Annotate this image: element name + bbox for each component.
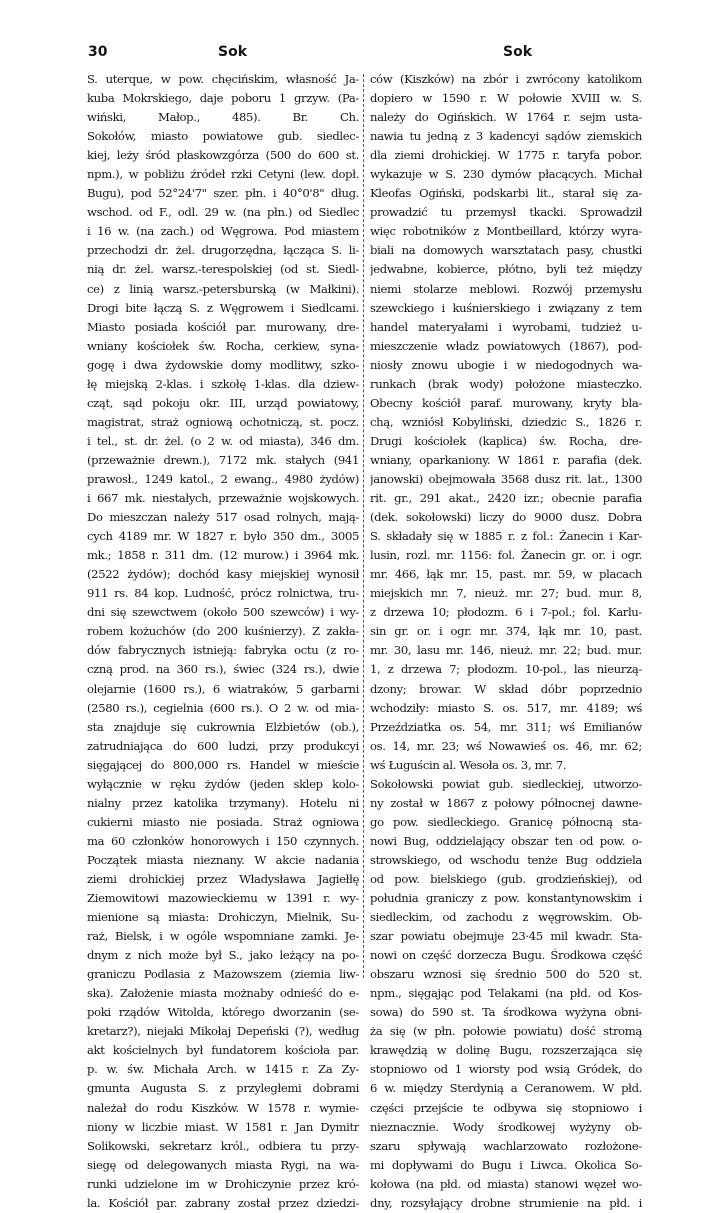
text-line: niemi stolarze meblowi. Rozwój przemysłu <box>370 281 642 296</box>
right-running-title: Sok <box>503 44 533 60</box>
text-line: należał do rodu Kiszków. W 1578 r. wymie- <box>87 1100 359 1115</box>
text-line: S. składały się w 1885 r. z fol.: Żanecin i Kar- <box>370 529 642 544</box>
text-line: kołowa (na płd. od miasta) stanowi węzeł wo- <box>370 1176 642 1191</box>
text-line: os. 14, mr. 23; wś Nowawieś os. 46, mr. 62; <box>370 738 642 753</box>
text-line: go pow. siedleckiego. Granicę północną sta- <box>370 814 642 829</box>
text-line: siegę od delegowanych miasta Rygi, na wa- <box>87 1157 359 1172</box>
text-line: wchodziły: miasto S. os. 517, mr. 4189; wś <box>370 700 642 715</box>
text-line: runkach (brak wody) położone miasteczko. <box>370 376 642 391</box>
text-line: szaru spływają wachlarzowato rozłożone- <box>370 1138 642 1153</box>
text-line: mk.; 1858 r. 311 dm. (12 murow.) i 3964 mk. <box>87 548 359 563</box>
text-line: dnym z nich może był S., jako leżący na po- <box>87 948 359 963</box>
text-line: nią dr. żel. warsz.-terespolskiej (od st. Siedl- <box>87 262 359 277</box>
text-line: p. w. św. Michała Arch. w 1415 r. Za Zy- <box>87 1062 359 1077</box>
text-line: nieznacznie. Wody środkowej wyżyny ob- <box>370 1119 642 1134</box>
text-line: ny został w 1867 z połowy północnej dawne- <box>370 795 642 810</box>
right-text-column <box>370 70 642 1213</box>
text-line: nawia tu jedną z 3 kadencyi sądów ziemskich <box>370 129 642 144</box>
text-line: kiej, leży śród płaskowzgórza (500 do 600 st. <box>87 148 359 163</box>
text-line: gogę i dwa żydowskie domy modlitwy, szko- <box>87 357 359 372</box>
text-line: nowi on część dorzecza Bugu. Środkowa część <box>370 948 642 963</box>
text-line: wyłącznie w ręku żydów (jeden sklep kolo- <box>87 776 359 791</box>
text-line: od pow. bielskiego (gub. grodzieńskiej), od <box>370 871 642 886</box>
text-line: Sokołowski powiat gub. siedleckiej, utworzo- <box>370 776 642 791</box>
running-header <box>88 44 648 66</box>
text-line: ma 60 członków honorowych i 150 czynnych. <box>87 833 359 848</box>
text-line: S. uterque, w pow. chęcińskim, własność Ja- <box>87 72 359 86</box>
text-line: wschod. od F., odl. 29 w. (na płn.) od Siedlec <box>87 205 359 220</box>
text-line: wś Ługuścin al. Wesoła os. 3, mr. 7. <box>370 757 567 772</box>
text-line: runki udzielone im w Drohiczynie przez kró- <box>87 1176 359 1191</box>
left-running-title: Sok <box>218 44 248 60</box>
text-line: prowadzić tu przemysł tkacki. Sprowadził <box>370 205 642 220</box>
page-number: 30 <box>88 44 108 60</box>
text-line: wiński, Małop., 485). Br. Ch. <box>87 110 359 125</box>
text-line: poki rządów Witolda, którego dworzanin (se- <box>87 1005 359 1020</box>
text-line: npm., sięgając pod Telakami (na płd. od Kos- <box>370 986 642 1001</box>
text-line: obszaru wznosi się średnio 500 do 520 st. <box>370 967 642 982</box>
text-line: dla ziemi drohickiej. W 1775 r. taryfa pobor. <box>370 148 642 163</box>
text-line: części przejście te odbywa się stopniowo i <box>370 1100 642 1115</box>
text-line: raż, Bielsk, i w ogóle wspomniane zamki. Je- <box>87 929 359 944</box>
text-line: 6 w. między Sterdynią a Ceranowem. W płd. <box>370 1081 642 1096</box>
text-line: Solikowski, sekretarz król., odbiera tu przy- <box>87 1138 359 1153</box>
text-line: biali na domowych warsztatach pasy, chustki <box>370 243 642 258</box>
text-line: ża się (w płn. połowie powiatu) dość stromą <box>370 1024 642 1039</box>
text-line: dów fabrycznych istnieją: fabryka octu (z ro- <box>87 643 359 658</box>
text-line: magistrat, straż ogniową ochotniczą, st. pocz. <box>87 414 359 429</box>
text-line: zatrudniająca do 600 ludzi, przy produkcyi <box>87 738 359 753</box>
text-line: (przeważnie drewn.), 7172 mk. stałych (941 <box>87 452 359 467</box>
column-divider <box>363 74 364 978</box>
text-line: południa graniczy z pow. konstantynowskim i <box>370 891 642 906</box>
text-line: kretarz?), niejaki Mikołaj Depeński (?), według <box>87 1024 359 1039</box>
text-line: czną prod. na 360 rs.), świec (324 rs.), dwie <box>87 662 359 677</box>
text-line: sin gr. or. i ogr. mr. 374, łąk mr. 10, past. <box>370 624 642 639</box>
text-line: (2580 rs.), cegielnia (600 rs.). O 2 w. od mia- <box>87 700 359 715</box>
text-line: krawędzią w dolinę Bugu, rozszerzająca się <box>370 1043 642 1058</box>
text-line: ziemi drohickiej przez Władysława Jagiełłę <box>87 871 359 886</box>
text-line: i 16 w. (na zach.) od Węgrowa. Pod miastem <box>87 224 359 239</box>
text-line: la. Kościół par. zabrany został przez dziedzi- <box>87 1195 359 1210</box>
text-line: niony w liczbie miast. W 1581 r. Jan Dymitr <box>87 1119 359 1134</box>
text-line: Sokołów, miasto powiatowe gub. siedlec- <box>87 129 359 144</box>
text-line: Przeździatka os. 54, mr. 311; wś Emilianów <box>370 719 642 734</box>
text-line: kuba Mokrskiego, daje poboru 1 grzyw. (Pa- <box>87 91 359 106</box>
text-line: Drugi kościołek (kaplica) św. Rocha, dre- <box>370 433 642 448</box>
left-text-column <box>87 70 359 1213</box>
text-line: mr. 30, lasu mr. 146, nieuż. mr. 22; bud. mur. <box>370 643 642 658</box>
text-line: ców (Kiszków) na zbór i zwrócony katolikom <box>370 72 642 86</box>
text-line: dzony; browar. W skład dóbr poprzednio <box>370 681 642 696</box>
text-line: i 667 mk. niestałych, przeważnie wojskowych. <box>87 491 359 506</box>
text-line: miejskich mr. 7, nieuż. mr. 27; bud. mur. 8, <box>370 586 642 601</box>
text-line: łę miejską 2-klas. i szkołę 1-klas. dla dziew- <box>87 376 359 391</box>
text-line: prawosł., 1249 katol., 2 ewang., 4980 żydów) <box>87 471 359 486</box>
text-line: handel materyałami i wyrobami, tudzież u- <box>370 319 642 334</box>
text-line: Do mieszczan należy 517 osad rolnych, mają- <box>87 510 359 525</box>
text-line: z drzewa 10; płodozm. 6 i 7-pol.; fol. Karlu- <box>370 605 642 620</box>
text-line: (dek. sokołowski) liczy do 9000 dusz. Dobra <box>370 510 642 525</box>
text-line: (2522 żydów); dochód kasy miejskiej wynosił <box>87 567 359 582</box>
text-line: Kleofas Ogiński, podskarbi lit., starał się za- <box>370 186 642 201</box>
text-line: więc robotników z Montbeillard, którzy wyra- <box>370 224 642 239</box>
text-line: 911 rs. 84 kop. Ludność, prócz rolnictwa, tru- <box>87 586 359 601</box>
text-line: Drogi bite łączą S. z Węgrowem i Siedlcami. <box>87 300 359 315</box>
text-line: mienione są miasta: Drohiczyn, Mielnik, Su- <box>87 910 359 925</box>
text-line: gmunta Augusta S. z przyległemi dobrami <box>87 1081 359 1096</box>
text-line: mi dopływami do Bugu i Liwca. Okolica So- <box>370 1157 642 1172</box>
text-line: cząt, sąd pokoju okr. III, urząd powiatowy, <box>87 395 359 410</box>
text-line: stopniowo od 1 wiorsty pod wsią Gródek, do <box>370 1062 642 1077</box>
text-line: Miasto posiada kościół par. murowany, dre- <box>87 319 359 334</box>
text-line: olejarnie (1600 rs.), 6 wiatraków, 5 garbarni <box>87 681 359 696</box>
text-line: Początek miasta nieznany. W akcie nadania <box>87 852 359 867</box>
text-line: i tel., st. dr. żel. (o 2 w. od miasta), 346 dm. <box>87 433 359 448</box>
text-line: niosły znowu ubogie i w niedogodnych wa- <box>370 357 642 372</box>
text-line: strowskiego, od wschodu tenże Bug oddziela <box>370 852 642 867</box>
text-line: należy do Ogińskich. W 1764 r. sejm usta- <box>370 110 642 125</box>
text-line: nialny przez katolika trzymany). Hotelu ni <box>87 795 359 810</box>
text-line: mr. 466, łąk mr. 15, past. mr. 59, w placach <box>370 567 642 582</box>
text-line: dopiero w 1590 r. W połowie XVIII w. S. <box>370 91 642 106</box>
text-line: dny, rozsyłający drobne strumienie na płd. i <box>370 1195 642 1210</box>
text-line: cych 4189 mr. W 1827 r. było 350 dm., 3005 <box>87 529 359 544</box>
text-line: lusin, rozl. mr. 1156: fol. Żanecin gr. or. i ogr. <box>370 548 642 563</box>
text-line: sta znajduje się cukrownia Elżbietów (ob.), <box>87 719 359 734</box>
text-line: siedleckim, od zachodu z węgrowskim. Ob- <box>370 910 642 925</box>
text-line: janowski) obejmowała 3568 dusz rit. lat., 1300 <box>370 471 642 486</box>
text-line: jedwabne, kobierce, płótno, byli też między <box>370 262 642 277</box>
text-line: chą, wzniósł Kobyliński, dziedzic S., 1826 r. <box>370 414 642 429</box>
text-line: npm.), w pobliżu źródeł rzki Cetyni (lew. dopł. <box>87 167 359 182</box>
text-line: Ziemowitowi mazowieckiemu w 1391 r. wy- <box>87 891 359 906</box>
text-line: nowi Bug, oddzielający obszar ten od pow. o- <box>370 833 642 848</box>
text-line: mieszczenie władz powiatowych (1867), pod- <box>370 338 642 353</box>
text-line: przechodzi dr. żel. drugorzędna, łącząca S. li- <box>87 243 359 258</box>
text-line: szar powiatu obejmuje 23·45 mil kwadr. Sta- <box>370 929 642 944</box>
text-line: wniany, oparkaniony. W 1861 r. parafia (dek. <box>370 452 642 467</box>
text-line: graniczu Podlasia z Mazowszem (ziemia liw- <box>87 967 359 982</box>
text-line: wykazuje w S. 230 dymów płacących. Michał <box>370 167 642 182</box>
text-line: cukierni miasto nie posiada. Straż ogniowa <box>87 814 359 829</box>
text-line: sięgającej do 800,000 rs. Handel w mieście <box>87 757 359 772</box>
text-line: sowa) do 590 st. Ta środkowa wyżyna obni- <box>370 1005 642 1020</box>
text-line: Obecny kościół paraf. murowany, kryty bla- <box>370 395 642 410</box>
text-line: robem kożuchów (do 200 kuśnierzy). Z zakła- <box>87 624 359 639</box>
text-line: szewckiego i kuśnierskiego i związany z tem <box>370 300 642 315</box>
text-line: 1, z drzewa 7; płodozm. 10-pol., las nieurzą- <box>370 662 642 677</box>
text-line: ska). Założenie miasta możnaby odnieść do e- <box>87 986 359 1001</box>
text-line: rit. gr., 291 akat., 2420 izr.; obecnie parafia <box>370 491 642 506</box>
text-line: dni się szewctwem (około 500 szewców) i wy- <box>87 605 359 620</box>
text-line: ce) z linią warsz.-petersburską (w Małkini). <box>87 281 359 296</box>
text-line: Bugu), pod 52°24'7" szer. płn. i 40°0'8" dług. <box>87 186 359 201</box>
text-line: akt kościelnych był fundatorem kościoła par. <box>87 1043 359 1058</box>
text-line: wniany kościołek św. Rocha, cerkiew, syna- <box>87 338 359 353</box>
